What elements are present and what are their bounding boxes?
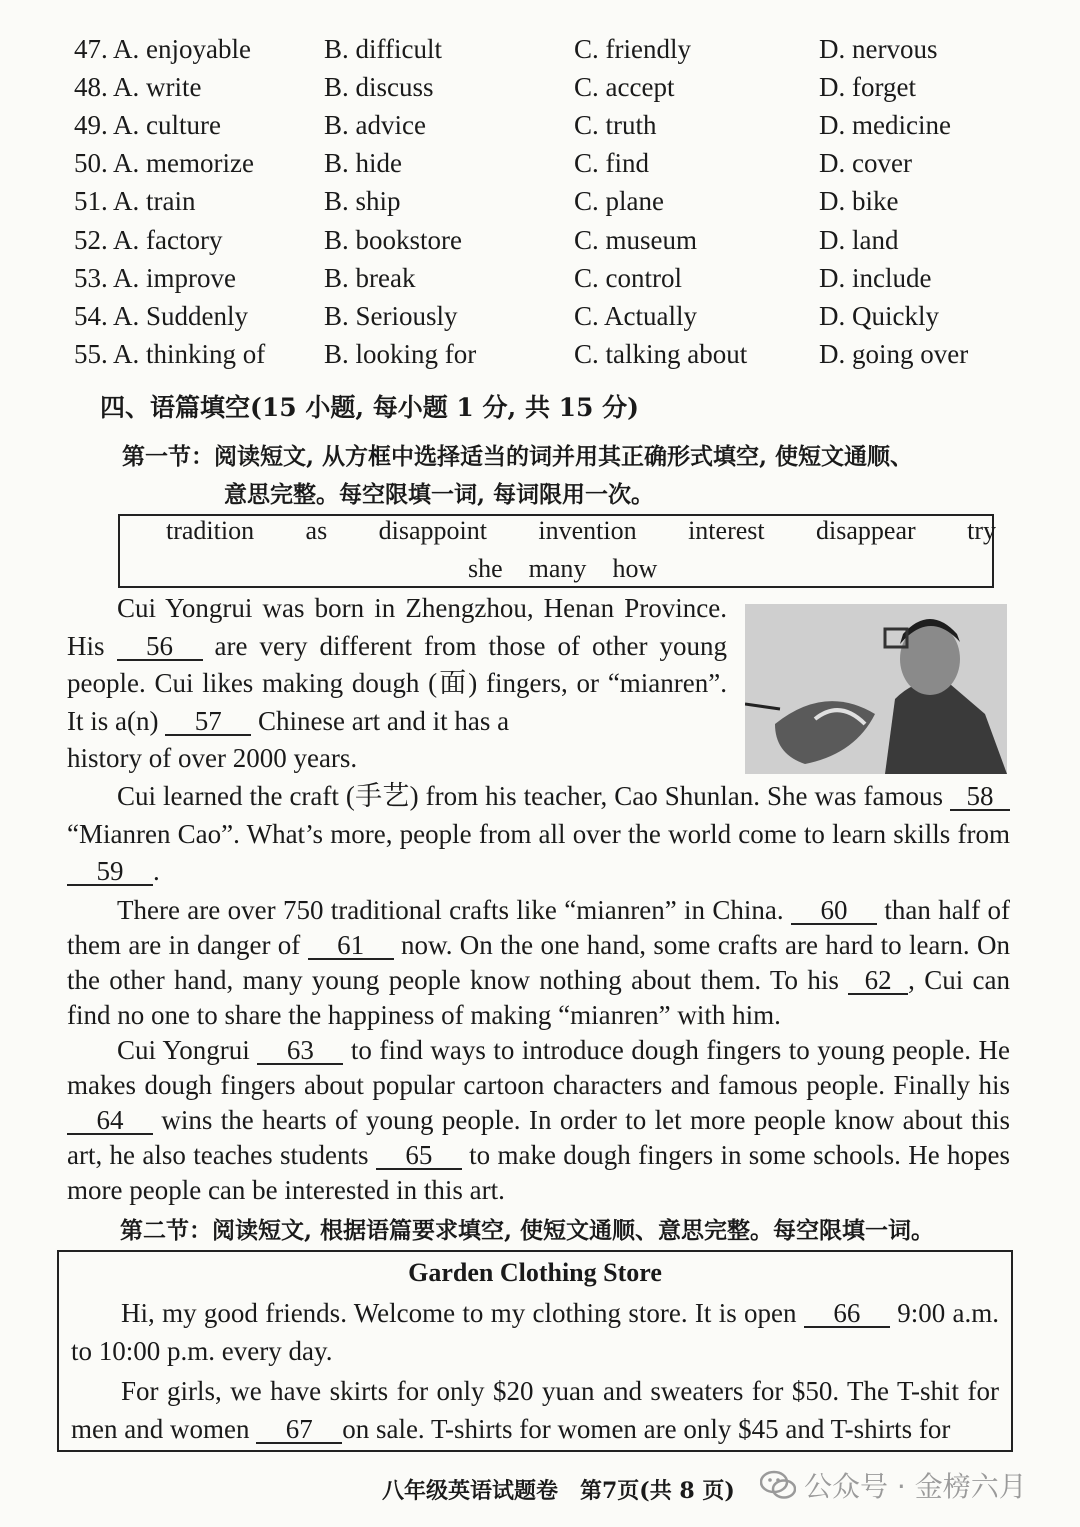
- text: Cui Yongrui: [117, 1035, 250, 1065]
- mc-row: [74, 259, 1034, 297]
- option-a: 51. A. train: [74, 186, 196, 217]
- text: than half of them are in danger of: [67, 895, 1011, 960]
- store-paragraph-1: [71, 1294, 999, 1370]
- text: to find ways to introduce dough fingers to young people. He makes dough fingers about popular cartoon characters and famous people. Finally his: [67, 1035, 1011, 1100]
- store-title: Garden Clothing Store: [408, 1258, 662, 1287]
- mc-row: [74, 145, 1034, 183]
- option-d: D. land: [819, 224, 899, 255]
- option-c: C. friendly: [574, 33, 691, 64]
- blank-65[interactable]: 65: [376, 1142, 462, 1170]
- option-d: D. going over: [819, 339, 969, 370]
- text: Chinese art and it has a: [257, 705, 510, 736]
- option-b: B. discuss: [324, 71, 434, 102]
- text: on sale. T-shirts for women are only $45 and T-shirts for: [342, 1414, 951, 1444]
- option-c: C. talking about: [574, 339, 748, 370]
- option-c: C. plane: [574, 186, 664, 217]
- store-passage-box: [57, 1250, 1013, 1452]
- passage-paragraph-4: [67, 1033, 1010, 1208]
- option-a: 52. A. factory: [74, 224, 223, 255]
- word-option: many: [528, 554, 587, 583]
- mc-row: [74, 297, 1034, 335]
- part1-instruction: 第一节：阅读短文, 从方框中选择适当的词并用其正确形式填空, 使短文通顺、: [122, 443, 914, 470]
- text: Cui learned the craft (手艺) from his teacher, Cao Shunlan. She was famous: [117, 781, 943, 811]
- text: , Cui can find no one to share the happiness of making “mianren” with him.: [67, 965, 1010, 1030]
- text: “Mianren Cao”. What’s more, people from all over the world come to learn skills from: [67, 818, 1010, 849]
- passage-paragraph-3: [67, 893, 1010, 1033]
- option-b: B. advice: [324, 109, 426, 140]
- word-option: disappear: [816, 516, 916, 545]
- mc-row: [74, 106, 1034, 144]
- option-a: 49. A. culture: [74, 109, 221, 140]
- option-a: 53. A. improve: [74, 262, 236, 293]
- option-d: D. bike: [819, 186, 899, 217]
- blank-62[interactable]: 62: [848, 967, 908, 995]
- blank-64[interactable]: 64: [67, 1107, 153, 1135]
- text: There are over 750 traditional crafts like “mianren” in China.: [117, 895, 784, 925]
- text: 9:00 a.m. to 10:00 p.m. every day.: [71, 1298, 999, 1366]
- word-option: disappoint: [378, 516, 487, 545]
- text: wins the hearts of young people. In order to let more people know about this art, he also teaches students: [67, 1105, 1011, 1170]
- blank-60[interactable]: 60: [791, 897, 877, 925]
- option-b: B. difficult: [324, 33, 442, 64]
- option-b: B. Seriously: [324, 300, 458, 331]
- mc-row: [74, 68, 1034, 106]
- word-option: as: [305, 516, 328, 545]
- blank-59[interactable]: 59: [67, 858, 153, 886]
- word-option: interest: [688, 516, 765, 545]
- option-b: B. hide: [324, 148, 402, 179]
- multiple-choice-table: [74, 30, 1034, 374]
- option-b: B. ship: [324, 186, 401, 217]
- store-paragraph-2: [71, 1372, 999, 1448]
- blank-56[interactable]: 56: [117, 633, 203, 661]
- watermark-text: 公众号 · 金榜六月: [804, 1470, 1027, 1503]
- watermark: [760, 1465, 1027, 1505]
- passage-paragraph-2: [67, 778, 1010, 891]
- word-option: tradition: [166, 516, 255, 545]
- option-d: D. cover: [819, 148, 912, 179]
- mc-row: [74, 30, 1034, 68]
- text: history of over 2000 years.: [67, 743, 358, 773]
- option-a: 55. A. thinking of: [74, 339, 266, 370]
- option-d: D. nervous: [819, 33, 938, 64]
- option-d: D. medicine: [819, 109, 951, 140]
- part2-instruction: 第二节：阅读短文, 根据语篇要求填空, 使短文通顺、意思完整。每空限填一词。: [120, 1217, 935, 1244]
- option-c: C. truth: [574, 109, 657, 140]
- passage-paragraph-1-end: [67, 740, 1010, 778]
- mc-row: [74, 336, 1034, 374]
- passage-paragraph-1: [67, 590, 727, 740]
- option-b: B. bookstore: [324, 224, 462, 255]
- option-b: B. break: [324, 262, 416, 293]
- option-c: C. Actually: [574, 300, 697, 331]
- blank-58[interactable]: 58: [950, 783, 1010, 811]
- mc-row: [74, 221, 1034, 259]
- option-c: C. accept: [574, 71, 675, 102]
- blank-57[interactable]: 57: [165, 708, 251, 736]
- option-a: 54. A. Suddenly: [74, 300, 249, 331]
- blank-61[interactable]: 61: [308, 932, 394, 960]
- option-a: 47. A. enjoyable: [74, 33, 251, 64]
- option-c: C. control: [574, 262, 682, 293]
- text: Hi, my good friends. Welcome to my clothing store. It is open: [121, 1298, 797, 1328]
- blank-63[interactable]: 63: [257, 1037, 343, 1065]
- word-box: [118, 514, 994, 588]
- page-footer: 八年级英语试题卷 第7页(共 8 页): [382, 1478, 735, 1504]
- mc-row: [74, 183, 1034, 221]
- part1-instruction-cont: 意思完整。每空限填一词, 每词限用一次。: [224, 481, 655, 508]
- option-b: B. looking for: [324, 339, 477, 370]
- word-option: try: [967, 516, 996, 545]
- wechat-icon: [760, 1470, 796, 1500]
- text: to make dough fingers in some schools. He hopes more people can be interested in this art.: [67, 1140, 1011, 1205]
- word-option: she: [468, 554, 503, 583]
- word-option: how: [612, 554, 658, 583]
- word-option: invention: [538, 516, 637, 545]
- option-d: D. forget: [819, 71, 916, 102]
- option-c: C. museum: [574, 224, 698, 255]
- option-d: D. include: [819, 262, 932, 293]
- option-a: 50. A. memorize: [74, 148, 254, 179]
- text: .: [153, 856, 160, 886]
- blank-66[interactable]: 66: [804, 1300, 890, 1328]
- blank-67[interactable]: 67: [256, 1416, 342, 1444]
- text: now. On the one hand, some crafts are hard to learn. On the other hand, many young people know nothing about them. To his: [67, 930, 1010, 995]
- text: For girls, we have skirts for only $20 yuan and sweaters for $50. The T-shit for men and women: [71, 1376, 999, 1444]
- section-title: 四、语篇填空(15 小题, 每小题 1 分, 共 15 分): [100, 393, 639, 422]
- option-a: 48. A. write: [74, 71, 202, 102]
- text: Cui Yongrui was born in Zhengzhou, Henan Province. His: [67, 593, 727, 661]
- text: are very different from those of other young people. Cui likes making dough (面) fingers, or “mianren”. It is a(n): [67, 630, 727, 736]
- option-c: C. find: [574, 148, 650, 179]
- option-d: D. Quickly: [819, 300, 939, 331]
